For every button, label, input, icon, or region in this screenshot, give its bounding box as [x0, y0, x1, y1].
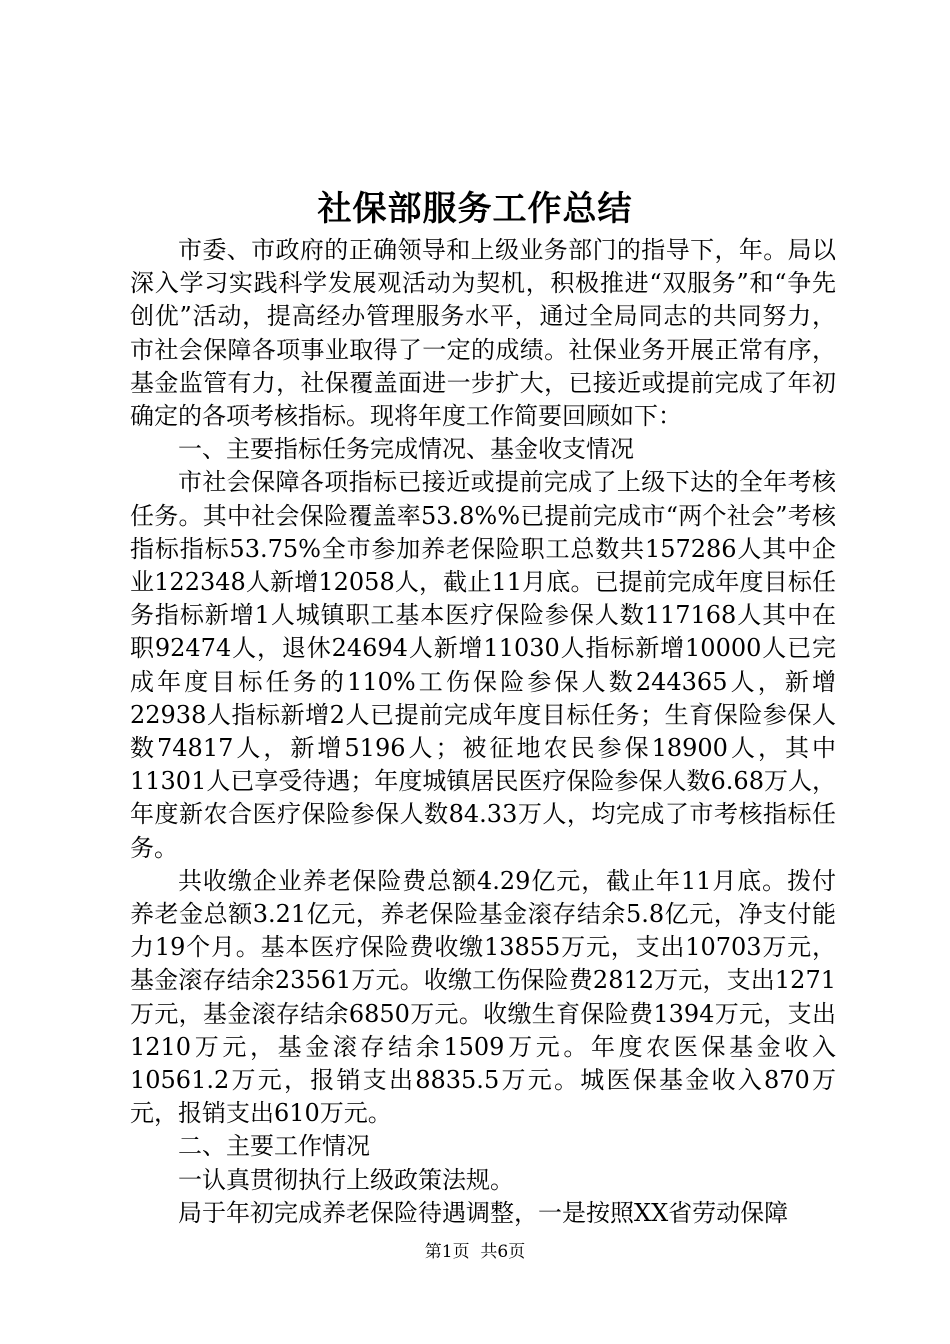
- section-heading-2: 二、主要工作情况: [178, 1132, 370, 1161]
- section-heading-1: 一、主要指标任务完成情况、基金收支情况: [178, 435, 634, 464]
- subsection-heading-1: 一认真贯彻执行上级政策法规。: [178, 1165, 514, 1194]
- paragraph-intro: 市委、市政府的正确领导和上级业务部门的指导下，年。局以深入学习实践科学发展观活动为契机，积极推进“双服务”和“争先创优”活动，提高经办管理服务水平，通过全局同志的共同努力，市社会保障各项事业取得了一定的成绩。社保业务开展正常有序，基金监管有力，社保覆盖面进一步扩大，已接近或提前完成了年初确定的各项考核指标。现将年度工作简要回顾如下：: [130, 236, 836, 431]
- paragraph-fund-income: 共收缴企业养老保险费总额4.29亿元，截止年11月底。拨付养老金总额3.21亿元，养老保险基金滚存结余5.8亿元，净支付能力19个月。基本医疗保险费收缴13855万元，支出10703万元，基金滚存结余23561万元。收缴工伤保险费2812万元，支出1271万元，基金滚存结余6850万元。收缴生育保险费1394万元，支出1210万元，基金滚存结余1509万元。年度农医保基金收入10561.2万元，报销支出8835.5万元。城医保基金收入870万元，报销支出610万元。: [130, 866, 836, 1128]
- paragraph-pension-adjustment: 局于年初完成养老保险待遇调整，一是按照XX省劳动保障: [178, 1198, 789, 1227]
- paragraph-indicators: 市社会保障各项指标已接近或提前完成了上级下达的全年考核任务。其中社会保险覆盖率53.8%%已提前完成市“两个社会”考核指标指标53.75%全市参加养老保险职工总数共157286人其中企业122348人新增12058人，截止11月底。已提前完成年度目标任务指标新增1人城镇职工基本医疗保险参保人数117168人其中在职92474人，退休24694人新增11030人指标新增10000人已完成年度目标任务的110%工伤保险参保人数244365人，新增22938人指标新增2人已提前完成年度目标任务；生育保险参保人数74817人，新增5196人；被征地农民参保18900人，其中11301人已享受待遇；年度城镇居民医疗保险参保人数6.68万人，年度新农合医疗保险参保人数84.33万人，均完成了市考核指标任务。: [130, 468, 836, 862]
- document-body: [130, 234, 836, 1230]
- document-title: 社保部服务工作总结: [317, 189, 633, 229]
- page-footer: 第1页 共6页: [424, 1242, 526, 1262]
